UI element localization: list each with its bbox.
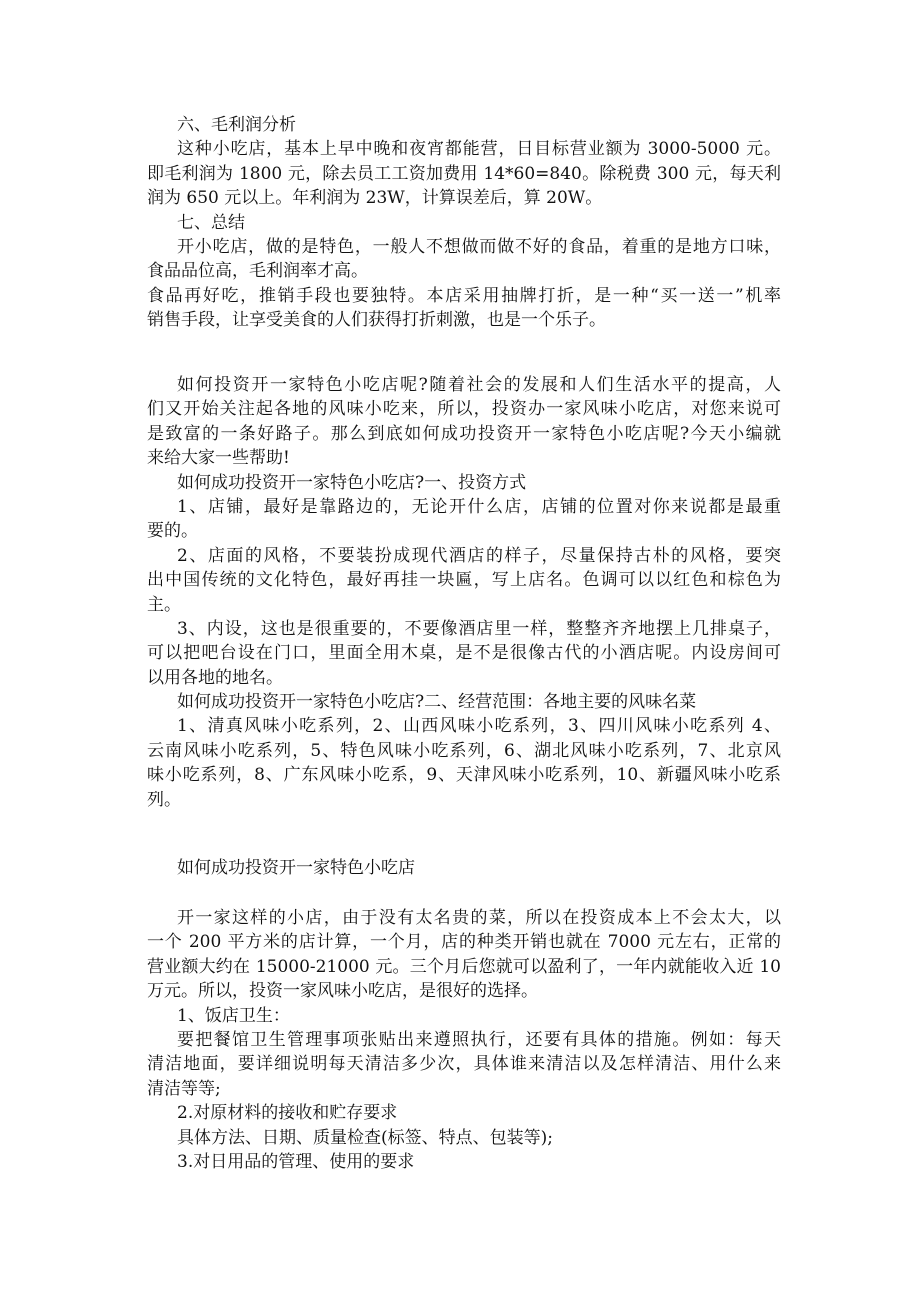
- text-line: 是致富的一条好路子。那么到底如何成功投资开一家特色小吃店呢?今天小编就: [147, 423, 781, 444]
- text-line: 来给大家一些帮助!: [147, 448, 290, 469]
- text-line: 1、饭店卫生：: [177, 1005, 290, 1026]
- text-line: 七、总结: [177, 212, 245, 233]
- section-investment: [147, 373, 781, 812]
- text-line: 食品再好吃，推销手段也要独特。本店采用抽牌打折，是一种“买一送一”机率: [147, 285, 781, 306]
- text-line: 云南风味小吃系列，5、特色风味小吃系列，6、湖北风味小吃系列，7、北京风: [147, 740, 781, 761]
- text-line: 具体方法、日期、质量检查(标签、特点、包装等);: [177, 1127, 553, 1148]
- text-line: 如何成功投资开一家特色小吃店?一、投资方式: [177, 472, 527, 493]
- text-line: 营业额大约在 15000-21000 元。三个月后您就可以盈利了，一年内就能收入近 10: [147, 956, 781, 977]
- text-line: 食品品位高，毛利润率才高。: [147, 261, 368, 282]
- text-line: 即毛利润为 1800 元，除去员工工资加费用 14*60=840。除税费 300 元，每天利: [147, 163, 781, 184]
- text-line: 们又开始关注起各地的风味小吃来，所以，投资办一家风味小吃店，对您来说可: [147, 399, 781, 420]
- text-line: 主。: [147, 594, 181, 615]
- text-line: 销售手段，让享受美食的人们获得打折刺激，也是一个乐子。: [147, 310, 606, 331]
- text-line: 2.对原材料的接收和贮存要求: [177, 1103, 398, 1124]
- text-line: 以用各地的地名。: [147, 667, 283, 688]
- text-line: 如何成功投资开一家特色小吃店?二、经营范围：各地主要的风味名菜: [177, 692, 697, 713]
- section-operation: [147, 906, 781, 1174]
- text-line: 开一家这样的小店，由于没有太名贵的菜，所以在投资成本上不会太大，以: [177, 908, 781, 928]
- text-line: 润为 650 元以上。年利润为 23W，计算误差后，算 20W。: [147, 188, 603, 209]
- section-heading: [147, 856, 781, 880]
- text-line: 出中国传统的文化特色，最好再挂一块匾，写上店名。色调可以以红色和棕色为: [147, 570, 781, 591]
- text-line: 如何投资开一家特色小吃店呢?随着社会的发展和人们生活水平的提高，人: [177, 375, 781, 395]
- text-line: 要的。: [147, 521, 198, 542]
- text-line: 3.对日用品的管理、使用的要求: [177, 1151, 415, 1172]
- text-line: 味小吃系列，8、广东风味小吃系，9、天津风味小吃系列，10、新疆风味小吃系: [147, 765, 781, 786]
- text-line: 一个 200 平方米的店计算，一个月，店的种类开销也就在 7000 元左右，正常的: [147, 932, 781, 953]
- text-line: 可以把吧台设在门口，里面全用木桌，是不是很像古代的小酒店呢。内设房间可: [147, 643, 781, 664]
- text-line: 开小吃店，做的是特色，一般人不想做而做不好的食品，着重的是地方口味，: [177, 236, 781, 257]
- text-line: 2、店面的风格，不要装扮成现代酒店的样子，尽量保持古朴的风格，要突: [177, 545, 781, 566]
- text-line: 1、清真风味小吃系列，2、山西风味小吃系列，3、四川风味小吃系列 4、: [177, 716, 781, 737]
- text-line: 清洁等等;: [147, 1078, 221, 1099]
- section-gross-profit: [147, 113, 781, 333]
- text-line: 列。: [147, 789, 181, 810]
- text-line: 这种小吃店，基本上早中晚和夜宵都能营，日目标营业额为 3000-5000 元。: [177, 139, 781, 160]
- text-line: 要把餐馆卫生管理事项张贴出来遵照执行，还要有具体的措施。例如：每天: [177, 1029, 781, 1050]
- text-line: 清洁地面，要详细说明每天清洁多少次，具体谁来清洁以及怎样清洁、用什么来: [147, 1054, 781, 1075]
- text-line: 3、内设，这也是很重要的，不要像酒店里一样，整整齐齐地摆上几排桌子，: [177, 618, 781, 639]
- text-line: 万元。所以，投资一家风味小吃店，是很好的选择。: [147, 981, 538, 1002]
- text-line: 如何成功投资开一家特色小吃店: [177, 858, 415, 878]
- text-line: 六、毛利润分析: [177, 115, 296, 135]
- text-line: 1、店铺，最好是靠路边的，无论开什么店，店铺的位置对你来说都是最重: [177, 496, 781, 517]
